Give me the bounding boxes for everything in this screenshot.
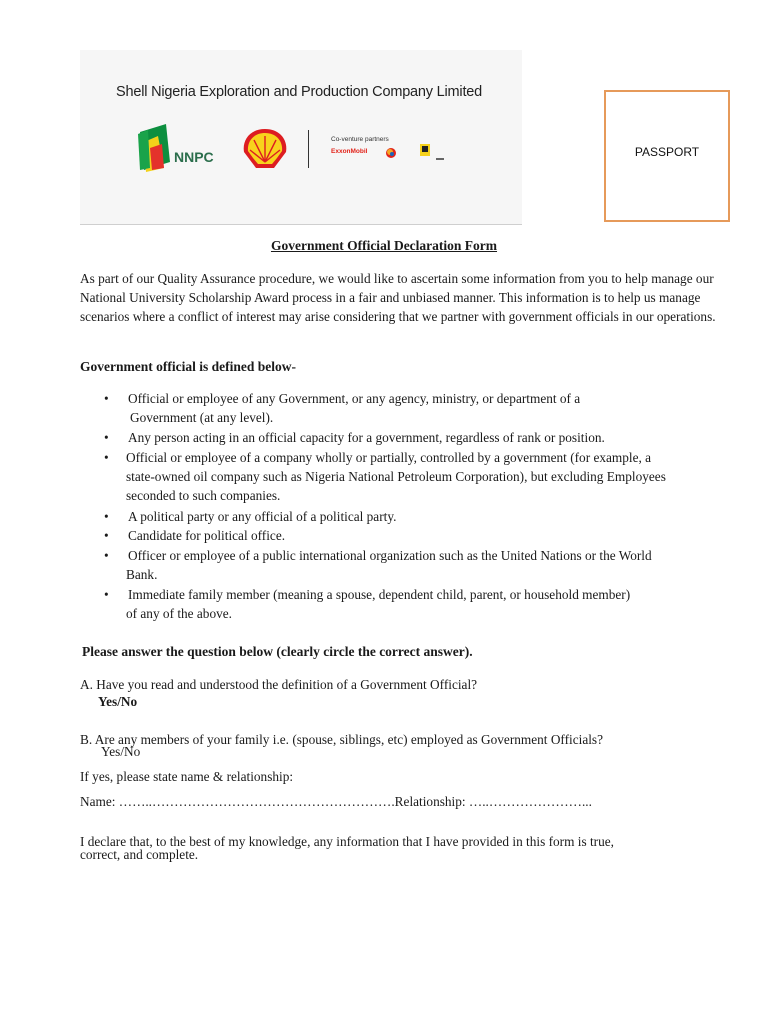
- intro-paragraph: As part of our Quality Assurance procedure, we would like to ascertain some information from you to help manage our National University Scholarship Award process in a fair and unbiased manner. This information is to help us manage scenarios where a conflict of interest may arise considering that we partner with government officials in our operations.: [80, 271, 716, 324]
- logo-divider: [308, 130, 309, 168]
- declaration-line-1: I declare that, to the best of my knowledge, any information that I have provided in this form is true,: [80, 834, 614, 849]
- answer-a-options[interactable]: Yes/No: [98, 694, 138, 709]
- definition-item: Official or employee of any Government, or any agency, ministry, or department of a: [128, 391, 581, 406]
- company-name: Shell Nigeria Exploration and Production Company Limited: [116, 84, 483, 100]
- definition-item: A political party or any official of a political party.: [128, 509, 397, 524]
- definition-item-cont: Government (at any level).: [130, 410, 274, 425]
- definition-item-cont: state-owned oil company such as Nigeria National Petroleum Corporation), but excluding Employees: [126, 469, 666, 484]
- question-b: B. Are any members of your family i.e. (spouse, siblings, etc) employed as Government Officials?: [80, 732, 604, 747]
- bullet-symbol: •: [104, 509, 109, 524]
- instruction-heading: Please answer the question below (clearly circle the correct answer).: [82, 644, 473, 659]
- bullet-symbol: •: [104, 391, 109, 406]
- bullet-symbol: •: [104, 548, 109, 563]
- shell-logo: [240, 126, 290, 172]
- definition-item: Candidate for political office.: [128, 528, 286, 543]
- exxonmobil-logo: ExxonMobil: [331, 148, 368, 155]
- passport-photo-box: [604, 90, 730, 222]
- if-yes-prompt: If yes, please state name & relationship:: [80, 769, 294, 784]
- nnpc-logo: [136, 122, 226, 174]
- total-logo: [382, 146, 400, 160]
- form-title: Government Official Declaration Form: [270, 238, 498, 253]
- name-relationship-field[interactable]: Name: ……..……………………………………………….Relationship: …..…………………...: [80, 794, 592, 809]
- bullet-symbol: •: [104, 587, 109, 602]
- definition-heading: Government official is defined below-: [80, 359, 296, 374]
- definition-item: Official or employee of a company wholly or partially, controlled by a government (for example, a: [126, 450, 652, 465]
- definition-item-cont: Bank.: [126, 567, 158, 582]
- bullet-symbol: •: [104, 430, 109, 445]
- eni-logo: [418, 142, 448, 164]
- definition-item: Any person acting in an official capacity for a government, regardless of rank or position.: [128, 430, 605, 445]
- question-a: A. Have you read and understood the definition of a Government Official?: [80, 677, 478, 692]
- definition-item-cont: seconded to such companies.: [126, 488, 281, 503]
- answer-b-options[interactable]: Yes/No: [101, 744, 141, 759]
- bullet-symbol: •: [104, 450, 109, 465]
- bullet-symbol: •: [104, 528, 109, 543]
- declaration-line-2: correct, and complete.: [80, 847, 199, 862]
- partners-label: Co-venture partners: [331, 136, 389, 143]
- definition-item-cont: of any of the above.: [126, 606, 232, 621]
- definition-item: Immediate family member (meaning a spouse, dependent child, parent, or household member): [128, 587, 631, 602]
- definition-item: Officer or employee of a public international organization such as the United Nations or the World: [128, 548, 652, 563]
- nnpc-text: NNPC: [174, 149, 214, 165]
- header-banner: [80, 50, 522, 225]
- passport-label: PASSPORT: [634, 145, 700, 159]
